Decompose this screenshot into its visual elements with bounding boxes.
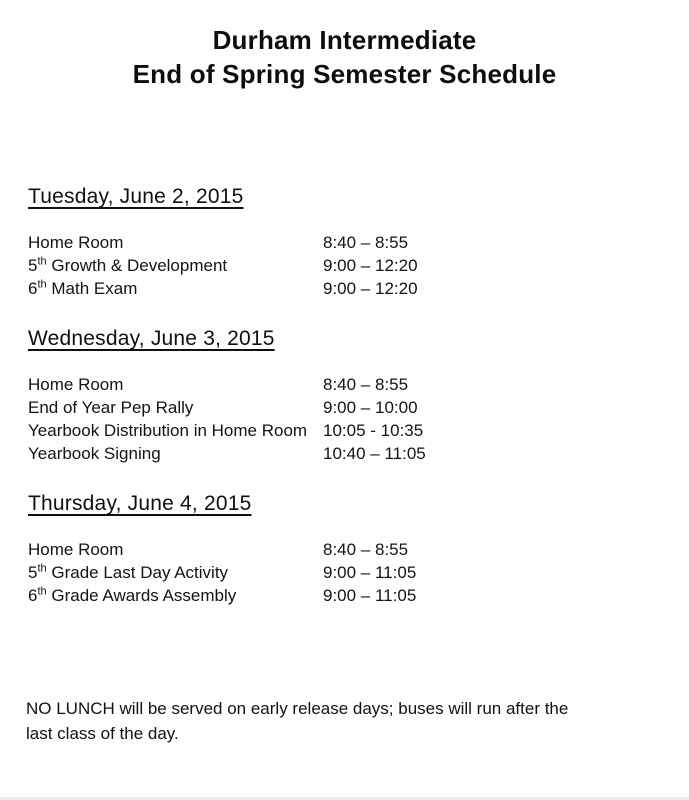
- event-time: 9:00 – 11:05: [323, 586, 417, 605]
- event-label-text: Yearbook Signing: [28, 444, 161, 463]
- event-label: [28, 277, 323, 300]
- event-label: [28, 396, 323, 419]
- schedule-row: [28, 373, 661, 396]
- schedule-row: [28, 584, 661, 607]
- event-label-text: Grade Awards Assembly: [46, 586, 237, 605]
- event-label: [28, 442, 323, 465]
- schedule-rows: [28, 538, 661, 607]
- lunch-note-line-2: last class of the day.: [26, 724, 179, 743]
- section-wednesday: [28, 326, 661, 465]
- schedule-row: [28, 396, 661, 419]
- title-line-2: End of Spring Semester Schedule: [132, 59, 557, 89]
- event-time: 8:40 – 8:55: [323, 375, 409, 394]
- schedule-rows: [28, 373, 661, 465]
- event-label-num: 6: [28, 279, 38, 298]
- day-heading-tuesday: Tuesday, June 2, 2015: [28, 185, 244, 208]
- event-label-sup: th: [37, 278, 47, 291]
- schedule-row: [28, 442, 661, 465]
- day-heading-thursday: Thursday, June 4, 2015: [28, 492, 252, 515]
- lunch-note: [26, 696, 661, 746]
- schedule-rows: [28, 231, 661, 300]
- schedule-content: [0, 184, 689, 607]
- event-time: 9:00 – 10:00: [323, 398, 418, 417]
- event-label: [28, 419, 323, 442]
- event-time: 9:00 – 11:05: [323, 563, 417, 582]
- event-label-text: Yearbook Distribution in Home Room: [28, 421, 308, 440]
- event-label: [28, 561, 323, 584]
- event-time: 9:00 – 12:20: [323, 279, 418, 298]
- document-title: [0, 0, 689, 91]
- schedule-row: [28, 419, 661, 442]
- event-time: 9:00 – 12:20: [323, 256, 418, 275]
- event-label-text: Home Room: [28, 375, 124, 394]
- event-label-text: Grade Last Day Activity: [46, 563, 229, 582]
- event-time: 8:40 – 8:55: [323, 233, 409, 252]
- event-label-sup: th: [37, 562, 47, 575]
- day-heading-wednesday: Wednesday, June 3, 2015: [28, 327, 275, 350]
- event-label-sup: th: [37, 585, 47, 598]
- schedule-row: [28, 231, 661, 254]
- event-label: [28, 373, 323, 396]
- event-label-text: Home Room: [28, 233, 124, 252]
- section-thursday: [28, 491, 661, 607]
- event-label-text: End of Year Pep Rally: [28, 398, 194, 417]
- event-label-num: 6: [28, 586, 38, 605]
- section-tuesday: [28, 184, 661, 300]
- event-label: [28, 254, 323, 277]
- event-label-text: Home Room: [28, 540, 124, 559]
- event-label-num: 5: [28, 256, 38, 275]
- event-label-text: Math Exam: [46, 279, 138, 298]
- event-time: 10:05 - 10:35: [323, 421, 424, 440]
- event-label-text: Growth & Development: [46, 256, 228, 275]
- schedule-row: [28, 277, 661, 300]
- event-label: [28, 231, 323, 254]
- event-label: [28, 584, 323, 607]
- event-label: [28, 538, 323, 561]
- event-label-sup: th: [37, 255, 47, 268]
- event-time: 10:40 – 11:05: [323, 444, 426, 463]
- schedule-row: [28, 561, 661, 584]
- schedule-row: [28, 538, 661, 561]
- event-time: 8:40 – 8:55: [323, 540, 409, 559]
- title-line-1: Durham Intermediate: [212, 25, 477, 55]
- event-label-num: 5: [28, 563, 38, 582]
- schedule-row: [28, 254, 661, 277]
- lunch-note-line-1: NO LUNCH will be served on early release days; buses will run after the: [26, 699, 569, 718]
